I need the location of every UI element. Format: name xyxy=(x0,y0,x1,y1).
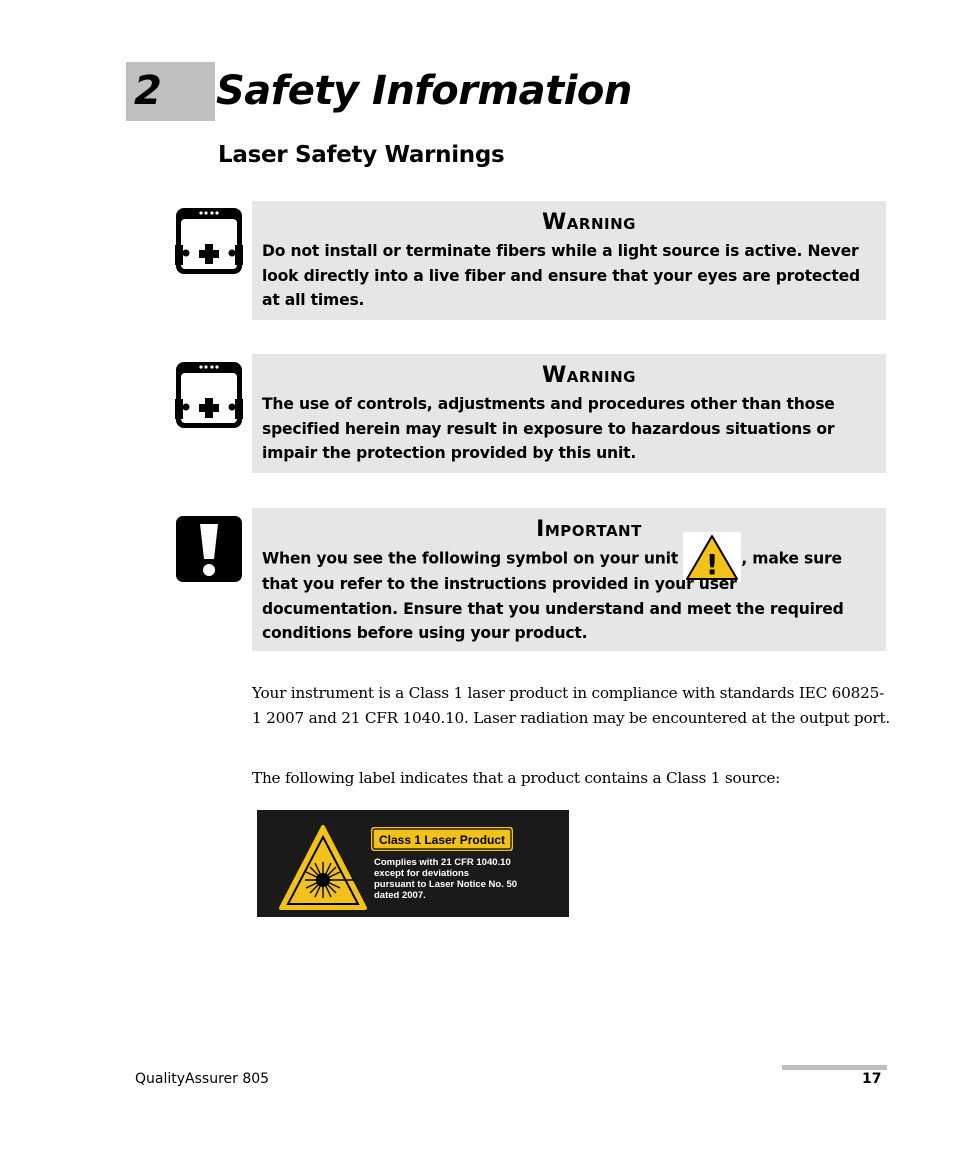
callout-body-after: , make sure that you refer to the instructions provided in your user documentation. Ensure that you understand and meet the required conditions before using your product. xyxy=(262,549,844,642)
footer-product-name: QualityAssurer 805 xyxy=(135,1071,270,1087)
warning-callout-1 xyxy=(252,201,886,320)
callout-body xyxy=(262,546,876,646)
footer-rule xyxy=(782,1065,887,1070)
chapter-title: Safety Information xyxy=(216,68,632,114)
callout-heading: Warning xyxy=(542,363,636,388)
caution-symbol-text: ! xyxy=(706,548,719,581)
callout-body: Do not install or terminate fibers while a light source is active. Never look directly into a live fiber and ensure that your eyes are protected at all times. xyxy=(262,242,860,309)
laser-label-title: Class 1 Laser Product xyxy=(378,833,506,847)
callout-body: The use of controls, adjustments and procedures other than those specified herein may result in exposure to hazardous situations or impair the protection provided by this unit. xyxy=(262,395,835,462)
laser-label-line: dated 2007. xyxy=(374,890,426,901)
chapter-number: 2 xyxy=(126,62,215,121)
laser-label-line: pursuant to Laser Notice No. 50 xyxy=(374,879,518,890)
ambulance-warning-icon xyxy=(175,207,243,275)
laser-label-line: Complies with 21 CFR 1040.10 xyxy=(374,857,511,868)
laser-label-line: except for deviations xyxy=(374,868,470,879)
page-number: 17 xyxy=(862,1071,882,1087)
warning-callout-2 xyxy=(252,354,886,473)
exclamation-icon xyxy=(175,515,243,583)
callout-heading: Warning xyxy=(542,210,636,235)
body-paragraph-2: The following label indicates that a product contains a Class 1 source: xyxy=(252,769,781,787)
ambulance-warning-icon xyxy=(175,361,243,429)
callout-body-before: When you see the following symbol on your unit xyxy=(262,549,679,568)
section-title: Laser Safety Warnings xyxy=(218,142,505,168)
callout-heading: Important xyxy=(536,517,642,542)
important-callout xyxy=(252,508,886,651)
laser-product-label xyxy=(257,810,569,917)
body-paragraph-1: Your instrument is a Class 1 laser product in compliance with standards IEC 60825-1 2007 and 21 CFR 1040.10. Laser radiation may be encountered at the output port. xyxy=(252,684,890,727)
